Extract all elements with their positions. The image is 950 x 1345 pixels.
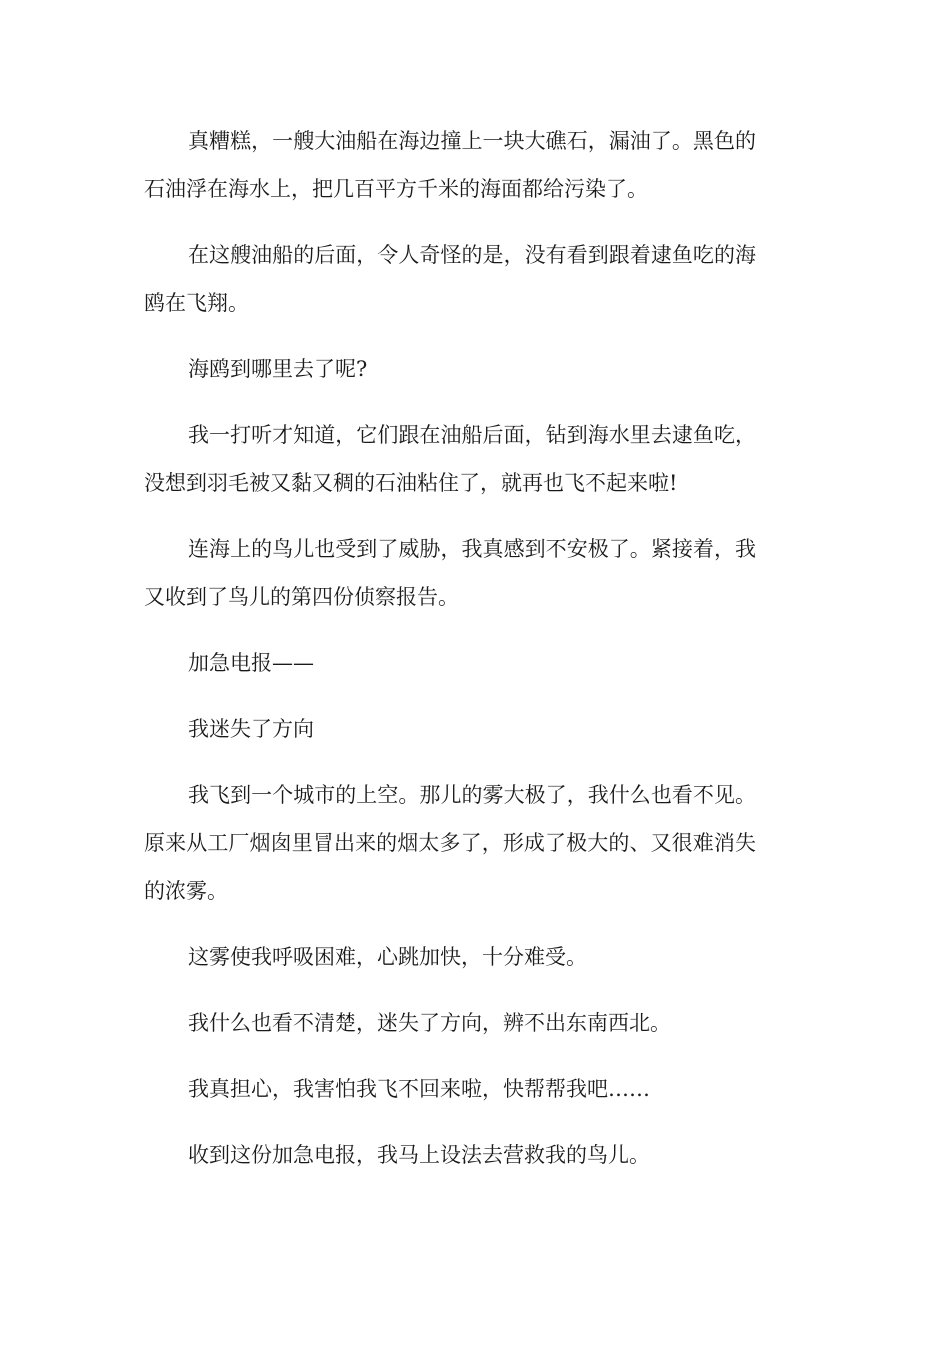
paragraph-cannot-see: 我什么也看不清楚，迷失了方向，辨不出东南西北。 — [188, 1011, 671, 1035]
document-body — [144, 117, 756, 1197]
paragraph-hard-to-breathe: 这雾使我呼吸困难，心跳加快，十分难受。 — [188, 945, 587, 969]
paragraph-lost-direction: 我迷失了方向 — [188, 717, 314, 741]
paragraph-urgent-telegram: 加急电报—— — [188, 651, 314, 675]
paragraph-help-me: 我真担心，我害怕我飞不回来啦，快帮帮我吧…… — [188, 1077, 650, 1101]
paragraph-where-seagulls: 海鸥到哪里去了呢? — [188, 357, 368, 381]
paragraph-oil-spill: 真糟糕，一艘大油船在海边撞上一块大礁石，漏油了。黑色的石油浮在海水上，把几百平方千米的海面都给污染了。 — [144, 129, 756, 201]
paragraph-rescue: 收到这份加急电报，我马上设法去营救我的鸟儿。 — [188, 1143, 650, 1167]
paragraph-fourth-report: 连海上的鸟儿也受到了威胁，我真感到不安极了。紧接着，我又收到了鸟儿的第四份侦察报告。 — [144, 537, 756, 609]
paragraph-feathers-stuck: 我一打听才知道，它们跟在油船后面，钻到海水里去逮鱼吃，没想到羽毛被又黏又稠的石油粘住了，就再也飞不起来啦! — [144, 423, 756, 495]
paragraph-city-fog: 我飞到一个城市的上空。那儿的雾大极了，我什么也看不见。原来从工厂烟囱里冒出来的烟太多了，形成了极大的、又很难消失的浓雾。 — [144, 783, 756, 903]
paragraph-no-seagulls: 在这艘油船的后面，令人奇怪的是，没有看到跟着逮鱼吃的海鸥在飞翔。 — [144, 243, 756, 315]
